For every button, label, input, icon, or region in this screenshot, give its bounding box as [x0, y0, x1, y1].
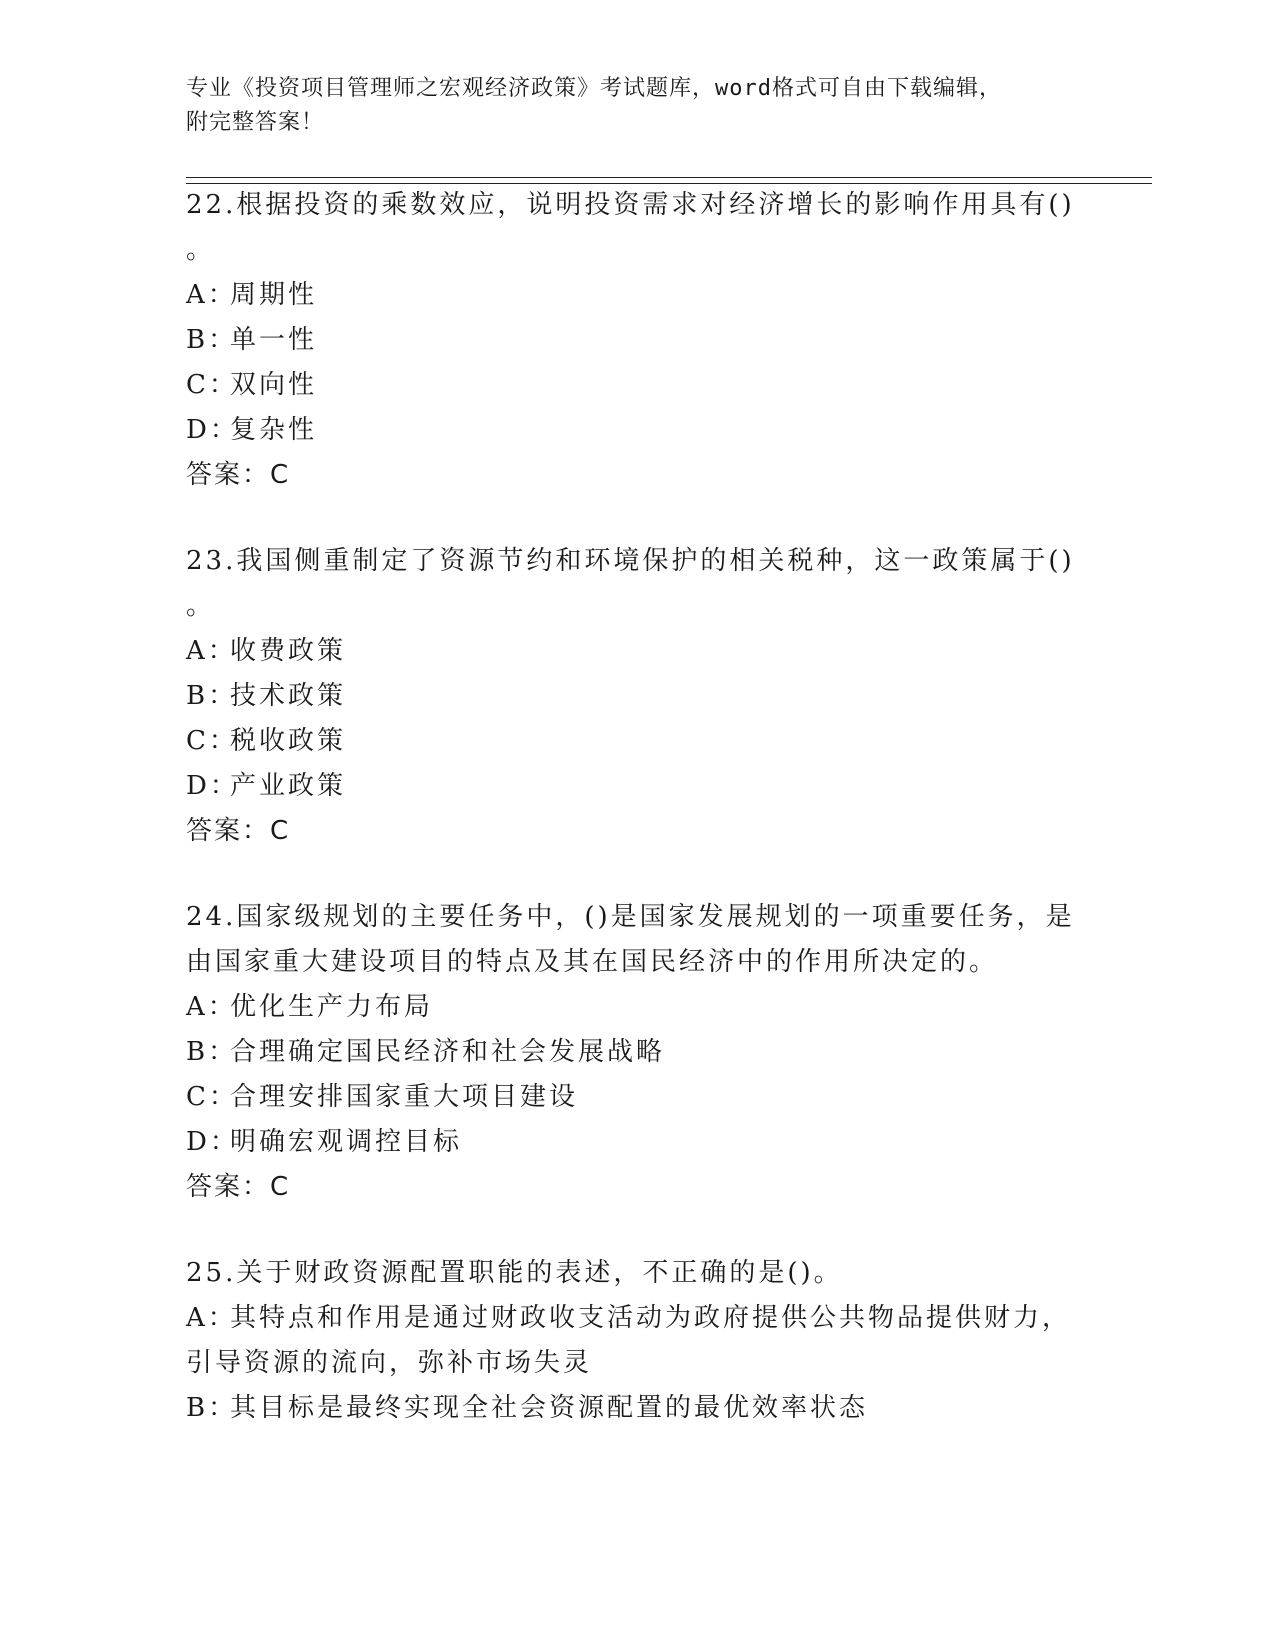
option-text: 合理安排国家重大项目建设 — [230, 1082, 579, 1112]
option-key: C： — [186, 726, 238, 756]
option-b — [186, 1030, 1086, 1075]
option-key: C： — [186, 1082, 238, 1112]
option-c — [186, 719, 1086, 764]
answer: 答案：C — [186, 816, 291, 846]
option-key: C： — [186, 370, 238, 400]
option-key: D： — [186, 415, 239, 445]
option-a — [186, 1296, 1086, 1341]
option-c — [186, 363, 1086, 408]
option-d — [186, 764, 1086, 809]
option-key: B： — [186, 681, 238, 711]
option-key: D： — [186, 771, 239, 801]
question-stem-continued: 。 — [186, 591, 216, 621]
option-text: 合理确定国民经济和社会发展战略 — [230, 1037, 666, 1067]
option-text: 其特点和作用是通过财政收支活动为政府提供公共物品提供财力， — [230, 1303, 1072, 1333]
option-text: 优化生产力布局 — [230, 992, 434, 1022]
option-key: A： — [186, 992, 237, 1022]
option-text: 税收政策 — [230, 726, 347, 756]
question-stem: 25.关于财政资源配置职能的表述，不正确的是()。 — [186, 1258, 843, 1288]
option-c — [186, 1075, 1086, 1120]
option-text: 单一性 — [230, 325, 318, 355]
question-stem-continued: 。 — [186, 235, 216, 265]
answer: 答案：C — [186, 1172, 291, 1202]
header-line-1: 专业《投资项目管理师之宏观经济政策》考试题库，word格式可自由下载编辑， — [186, 76, 1002, 101]
header-line-2: 附完整答案！ — [186, 110, 325, 135]
answer: 答案：C — [186, 460, 291, 490]
header-divider-top — [186, 177, 1152, 178]
option-text: 周期性 — [230, 280, 318, 310]
question-22 — [186, 183, 1086, 498]
question-stem: 24.国家级规划的主要任务中，()是国家发展规划的一项重要任务，是 — [186, 902, 1075, 932]
option-key: B： — [186, 1393, 238, 1423]
option-text: 收费政策 — [230, 636, 347, 666]
option-a — [186, 273, 1086, 318]
question-24 — [186, 895, 1086, 1210]
option-b — [186, 318, 1086, 363]
document-header — [186, 72, 1066, 140]
option-text: 技术政策 — [230, 681, 347, 711]
option-key: A： — [186, 1303, 237, 1333]
option-key: B： — [186, 1037, 238, 1067]
option-a — [186, 985, 1086, 1030]
option-d — [186, 408, 1086, 453]
question-23 — [186, 539, 1086, 854]
question-stem-continued: 由国家重大建设项目的特点及其在国民经济中的作用所决定的。 — [186, 947, 999, 977]
option-text: 复杂性 — [230, 415, 318, 445]
option-b — [186, 1386, 1086, 1431]
option-text: 其目标是最终实现全社会资源配置的最优效率状态 — [230, 1393, 869, 1423]
question-stem: 23.我国侧重制定了资源节约和环境保护的相关税种，这一政策属于() — [186, 546, 1075, 576]
option-key: B： — [186, 325, 238, 355]
option-key: D： — [186, 1127, 239, 1157]
option-text: 双向性 — [230, 370, 318, 400]
question-25 — [186, 1251, 1086, 1431]
option-key: A： — [186, 636, 237, 666]
option-text: 明确宏观调控目标 — [230, 1127, 463, 1157]
option-text: 产业政策 — [230, 771, 347, 801]
question-stem: 22.根据投资的乘数效应，说明投资需求对经济增长的影响作用具有() — [186, 190, 1075, 220]
option-d — [186, 1120, 1086, 1165]
option-a-continued: 引导资源的流向，弥补市场失灵 — [186, 1348, 593, 1378]
option-b — [186, 674, 1086, 719]
option-key: A： — [186, 280, 237, 310]
option-a — [186, 629, 1086, 674]
